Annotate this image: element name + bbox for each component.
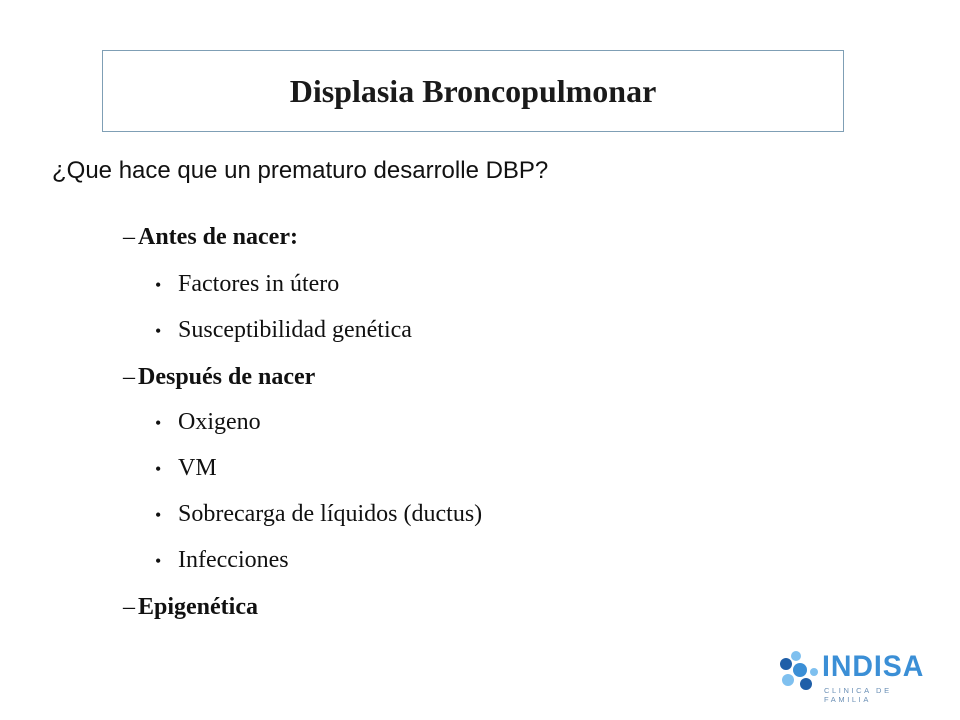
- outline-item-text: Susceptibilidad genética: [178, 317, 412, 343]
- bullet-marker: •: [155, 275, 162, 295]
- logo-wordmark: INDISA: [822, 650, 925, 683]
- dash-marker: –: [123, 364, 135, 390]
- outline-item-text: Sobrecarga de líquidos (ductus): [178, 501, 483, 527]
- dash-marker: –: [123, 594, 135, 620]
- outline-item-text: Infecciones: [178, 547, 289, 573]
- bullet-marker: •: [155, 551, 162, 571]
- logo-tagline: CLINICA DE FAMILIA: [824, 686, 892, 704]
- slide-question: ¿Que hace que un prematuro desarrolle DBP?: [52, 157, 549, 184]
- logo-mark-icon: [776, 648, 824, 698]
- indisa-logo: [776, 648, 936, 704]
- bullet-marker: •: [155, 413, 162, 433]
- dash-marker: –: [123, 224, 135, 250]
- outline-item-text: Epigenética: [138, 594, 258, 620]
- bullet-marker: •: [155, 459, 162, 479]
- outline-item-text: Factores in útero: [178, 271, 340, 297]
- outline-item-text: VM: [178, 455, 217, 481]
- outline-item-text: Después de nacer: [138, 364, 316, 390]
- bullet-marker: •: [155, 505, 162, 525]
- outline-item-text: Oxigeno: [178, 409, 261, 435]
- outline-item-text: Antes de nacer:: [138, 224, 298, 250]
- slide-title: Displasia Broncopulmonar: [289, 72, 657, 109]
- bullet-marker: •: [155, 321, 162, 341]
